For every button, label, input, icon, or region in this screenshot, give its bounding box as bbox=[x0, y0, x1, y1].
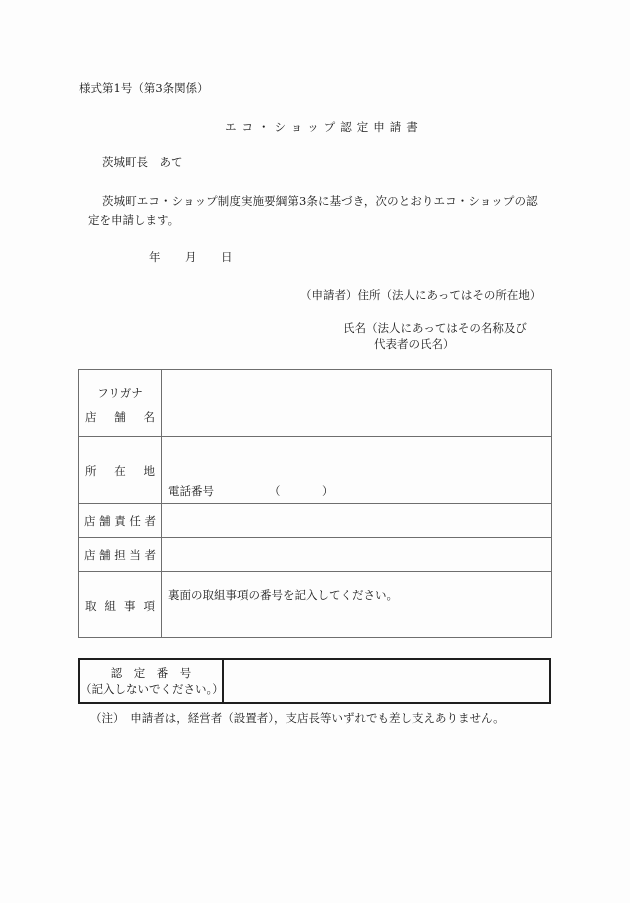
form-number: 様式第1号（第3条関係） bbox=[79, 81, 209, 95]
table-row-location bbox=[79, 437, 552, 504]
shop-name-label bbox=[79, 370, 162, 437]
staff-field[interactable] bbox=[162, 538, 552, 572]
shop-name-text: 店 舗 名 bbox=[85, 410, 155, 424]
initiatives-field[interactable] bbox=[162, 572, 552, 638]
application-table bbox=[78, 369, 552, 638]
table-row-shop-name bbox=[79, 370, 552, 437]
staff-label: 店 舗 担 当 者 bbox=[79, 538, 162, 572]
initiatives-note: 裏面の取組事項の番号を記入してください。 bbox=[168, 588, 398, 602]
body-text-line2: 定を申請します。 bbox=[88, 213, 180, 227]
phone-area-open: （ bbox=[269, 484, 281, 498]
table-row-staff bbox=[79, 538, 552, 572]
date-day: 日 bbox=[221, 250, 233, 264]
applicant-name-label-line2: 代表者の氏名） bbox=[374, 337, 455, 351]
applicant-name-label: 氏名（法人にあってはその名称及び bbox=[343, 321, 527, 335]
table-row-manager bbox=[79, 504, 552, 538]
shop-name-field[interactable] bbox=[162, 370, 552, 437]
body-text-line1: 茨城町エコ・ショップ制度実施要綱第3条に基づき，次のとおりエコ・ショップの認 bbox=[102, 194, 538, 208]
applicant-address-label: （申請者）住所（法人にあってはその所在地） bbox=[300, 288, 542, 302]
table-row-initiatives bbox=[79, 572, 552, 638]
page-title: エコ・ショップ認定申請書 bbox=[225, 120, 423, 134]
addressee: 茨城町長 あて bbox=[102, 155, 183, 169]
certification-table bbox=[78, 658, 551, 704]
cert-number-title: 認 定 番 号 bbox=[110, 666, 192, 680]
phone-area-close: ） bbox=[322, 484, 334, 498]
manager-field[interactable] bbox=[162, 504, 552, 538]
cert-number-field bbox=[223, 659, 550, 703]
date-month: 月 bbox=[185, 250, 197, 264]
manager-label: 店 舗 責 任 者 bbox=[79, 504, 162, 538]
footnote: （注） 申請者は，経営者（設置者），支店長等いずれでも差し支えありません。 bbox=[90, 711, 505, 725]
phone-label: 電話番号 bbox=[168, 484, 214, 498]
initiatives-label: 取 組 事 項 bbox=[79, 572, 162, 638]
cert-number-label bbox=[79, 659, 223, 703]
location-field[interactable] bbox=[162, 437, 552, 504]
location-label: 所 在 地 bbox=[79, 437, 162, 504]
date-year: 年 bbox=[149, 250, 161, 264]
furigana-label: フリガナ bbox=[97, 386, 143, 400]
cert-number-note: （記入しないでください。） bbox=[80, 682, 224, 696]
